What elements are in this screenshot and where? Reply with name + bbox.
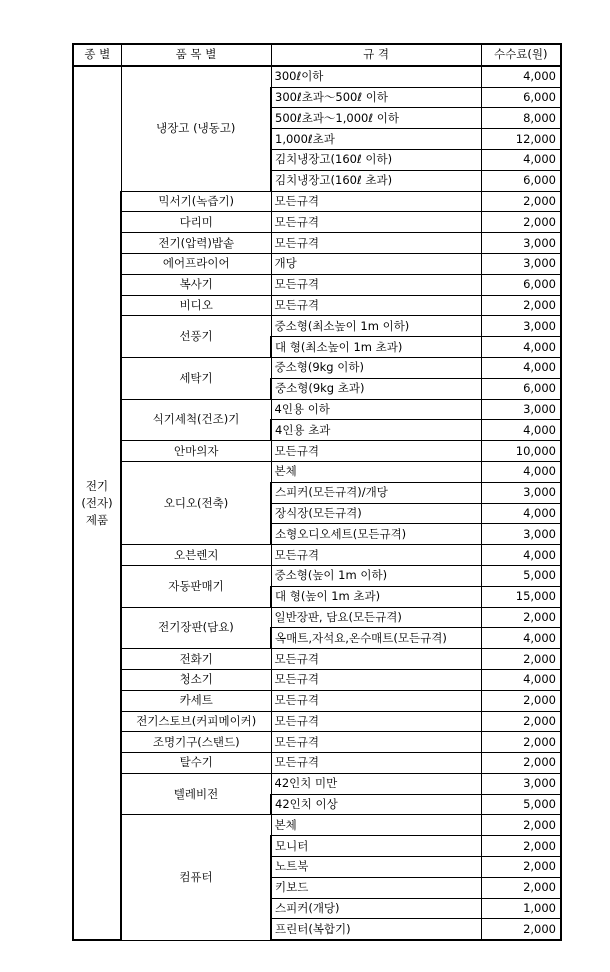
- spec-cell: 스피커(모든규격)/개당: [271, 482, 481, 503]
- fee-table: [72, 43, 562, 941]
- table-row: [73, 545, 561, 566]
- fee-cell: 3,000: [481, 233, 561, 254]
- item-cell: 탈수기: [121, 753, 271, 774]
- spec-cell: 김치냉장고(160ℓ 초과): [271, 170, 481, 191]
- fee-cell: 2,000: [481, 857, 561, 878]
- spec-cell: 장식장(모든규격): [271, 503, 481, 524]
- fee-cell: 15,000: [481, 586, 561, 607]
- item-cell: 조명기구(스탠드): [121, 732, 271, 753]
- spec-cell: 김치냉장고(160ℓ 이하): [271, 149, 481, 170]
- spec-cell: 500ℓ초과～1,000ℓ 이하: [271, 108, 481, 129]
- spec-cell: 모든규격: [271, 212, 481, 233]
- table-row: [73, 316, 561, 337]
- spec-cell: 노트북: [271, 857, 481, 878]
- fee-cell: 4,000: [481, 66, 561, 87]
- spec-cell: 4인용 초과: [271, 420, 481, 441]
- item-cell: 컴퓨터: [121, 815, 271, 940]
- table-row: [73, 212, 561, 233]
- fee-cell: 2,000: [481, 836, 561, 857]
- fee-cell: 1,000: [481, 898, 561, 919]
- fee-cell: 4,000: [481, 669, 561, 690]
- fee-cell: 2,000: [481, 607, 561, 628]
- item-cell: 세탁기: [121, 357, 271, 399]
- fee-cell: 8,000: [481, 108, 561, 129]
- spec-cell: 모든규격: [271, 441, 481, 462]
- table-row: [73, 441, 561, 462]
- fee-cell: 2,000: [481, 191, 561, 212]
- item-cell: 청소기: [121, 669, 271, 690]
- item-cell: 믹서기(녹즙기): [121, 191, 271, 212]
- fee-cell: 5,000: [481, 794, 561, 815]
- table-row: [73, 815, 561, 836]
- spec-cell: 300ℓ초과～500ℓ 이하: [271, 87, 481, 108]
- spec-cell: 중소형(최소높이 1m 이하): [271, 316, 481, 337]
- spec-cell: 모든규격: [271, 545, 481, 566]
- fee-cell: 6,000: [481, 87, 561, 108]
- fee-cell: 4,000: [481, 149, 561, 170]
- fee-cell: 6,000: [481, 274, 561, 295]
- fee-cell: 3,000: [481, 316, 561, 337]
- fee-cell: 2,000: [481, 815, 561, 836]
- table-row: [73, 274, 561, 295]
- fee-cell: 2,000: [481, 877, 561, 898]
- header-row: [73, 44, 561, 66]
- table-row: [73, 711, 561, 732]
- table-row: [73, 669, 561, 690]
- spec-cell: 일반장판, 담요(모든규격): [271, 607, 481, 628]
- spec-cell: 본체: [271, 815, 481, 836]
- fee-cell: 3,000: [481, 524, 561, 545]
- item-cell: 전기스토브(커피메이커): [121, 711, 271, 732]
- fee-cell: 4,000: [481, 420, 561, 441]
- spec-cell: 개당: [271, 253, 481, 274]
- spec-cell: 모든규격: [271, 274, 481, 295]
- fee-cell: 4,000: [481, 461, 561, 482]
- fee-cell: 2,000: [481, 690, 561, 711]
- fee-cell: 4,000: [481, 337, 561, 358]
- fee-cell: 5,000: [481, 565, 561, 586]
- item-cell: 에어프라이어: [121, 253, 271, 274]
- table-row: [73, 399, 561, 420]
- spec-cell: 모든규격: [271, 690, 481, 711]
- spec-cell: 중소형(9kg 초과): [271, 378, 481, 399]
- table-row: [73, 461, 561, 482]
- fee-cell: 4,000: [481, 357, 561, 378]
- spec-cell: 본체: [271, 461, 481, 482]
- table-row: [73, 191, 561, 212]
- spec-cell: 1,000ℓ초과: [271, 129, 481, 150]
- spec-cell: 모든규격: [271, 753, 481, 774]
- fee-cell: 4,000: [481, 503, 561, 524]
- spec-cell: 42인치 이상: [271, 794, 481, 815]
- spec-cell: 옥매트,자석요,온수매트(모든규격): [271, 628, 481, 649]
- fee-cell: 2,000: [481, 295, 561, 316]
- table-row: [73, 233, 561, 254]
- fee-table-body: [73, 66, 561, 940]
- table-row: [73, 773, 561, 794]
- spec-cell: 소형오디오세트(모든규격): [271, 524, 481, 545]
- item-cell: 비디오: [121, 295, 271, 316]
- item-cell: 전기장판(담요): [121, 607, 271, 649]
- spec-cell: 모든규격: [271, 649, 481, 670]
- table-row: [73, 565, 561, 586]
- fee-cell: 2,000: [481, 919, 561, 940]
- fee-cell: 2,000: [481, 732, 561, 753]
- fee-cell: 2,000: [481, 212, 561, 233]
- header-item: 품 목 별: [121, 44, 271, 66]
- spec-cell: 모든규격: [271, 711, 481, 732]
- spec-cell: 42인치 미만: [271, 773, 481, 794]
- header-fee: 수수료(원): [481, 44, 561, 66]
- table-row: [73, 357, 561, 378]
- spec-cell: 프린터(복합기): [271, 919, 481, 940]
- spec-cell: 대 형(높이 1m 초과): [271, 586, 481, 607]
- spec-cell: 300ℓ이하: [271, 66, 481, 87]
- spec-cell: 대 형(최소높이 1m 초과): [271, 337, 481, 358]
- spec-cell: 중소형(9kg 이하): [271, 357, 481, 378]
- fee-cell: 6,000: [481, 378, 561, 399]
- item-cell: 안마의자: [121, 441, 271, 462]
- category-cell: 전기 (전자) 제품: [73, 66, 121, 940]
- table-row: [73, 732, 561, 753]
- header-spec: 규 격: [271, 44, 481, 66]
- fee-cell: 10,000: [481, 441, 561, 462]
- table-row: [73, 649, 561, 670]
- spec-cell: 모니터: [271, 836, 481, 857]
- spec-cell: 모든규격: [271, 732, 481, 753]
- item-cell: 전화기: [121, 649, 271, 670]
- item-cell: 오븐렌지: [121, 545, 271, 566]
- fee-cell: 2,000: [481, 753, 561, 774]
- item-cell: 다리미: [121, 212, 271, 233]
- fee-cell: 3,000: [481, 773, 561, 794]
- fee-cell: 3,000: [481, 399, 561, 420]
- item-cell: 전기(압력)밥솥: [121, 233, 271, 254]
- fee-cell: 6,000: [481, 170, 561, 191]
- item-cell: 냉장고 (냉동고): [121, 66, 271, 191]
- spec-cell: 모든규격: [271, 669, 481, 690]
- fee-cell: 3,000: [481, 482, 561, 503]
- fee-cell: 2,000: [481, 711, 561, 732]
- table-row: [73, 66, 561, 87]
- spec-cell: 키보드: [271, 877, 481, 898]
- item-cell: 식기세척(건조)기: [121, 399, 271, 441]
- table-row: [73, 607, 561, 628]
- item-cell: 카세트: [121, 690, 271, 711]
- table-row: [73, 253, 561, 274]
- fee-cell: 12,000: [481, 129, 561, 150]
- spec-cell: 모든규격: [271, 233, 481, 254]
- table-row: [73, 753, 561, 774]
- item-cell: 자동판매기: [121, 565, 271, 607]
- fee-cell: 2,000: [481, 649, 561, 670]
- spec-cell: 모든규격: [271, 191, 481, 212]
- fee-cell: 3,000: [481, 253, 561, 274]
- table-row: [73, 295, 561, 316]
- spec-cell: 중소형(높이 1m 이하): [271, 565, 481, 586]
- item-cell: 복사기: [121, 274, 271, 295]
- fee-cell: 4,000: [481, 628, 561, 649]
- spec-cell: 모든규격: [271, 295, 481, 316]
- table-row: [73, 690, 561, 711]
- spec-cell: 스피커(개당): [271, 898, 481, 919]
- item-cell: 텔레비전: [121, 773, 271, 815]
- header-category: 종 별: [73, 44, 121, 66]
- spec-cell: 4인용 이하: [271, 399, 481, 420]
- item-cell: 선풍기: [121, 316, 271, 358]
- fee-cell: 4,000: [481, 545, 561, 566]
- item-cell: 오디오(전축): [121, 461, 271, 544]
